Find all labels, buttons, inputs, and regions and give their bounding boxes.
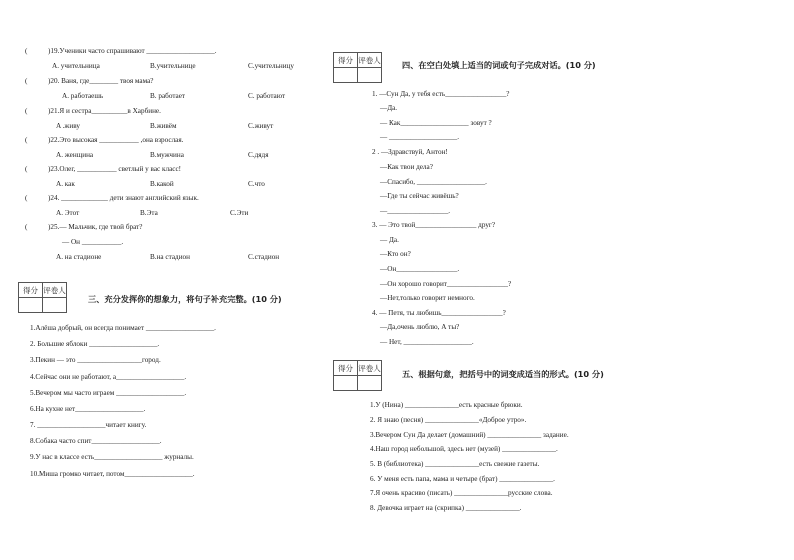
score-box [18, 282, 67, 313]
dialogue-line: —Он_________________. [380, 265, 460, 273]
question-20: )20. Ваня, где________ твоя мама? [48, 77, 154, 85]
score-cell [334, 68, 358, 83]
list-item: 1.У (Нина) _______________есть красные брюки. [370, 401, 523, 409]
option-a: A. Этот [56, 209, 80, 217]
list-item: 4.Наш город небольшой, здесь нет (музей) _______________. [370, 445, 558, 453]
list-item: 3.Пекин — это __________________город. [30, 356, 161, 364]
dialogue-line: —Спасибо, ___________________. [380, 178, 487, 186]
option-c: C.живут [248, 122, 274, 130]
score-box [333, 360, 382, 391]
grader-cell [43, 298, 67, 313]
dialogue-line: 2 . —Здравствуй, Антон! [372, 148, 448, 156]
list-item: 4.Сейчас они не работают, а___________________. [30, 373, 187, 381]
dialogue-line: —Кто он? [380, 250, 411, 258]
option-a: A .живу [56, 122, 80, 130]
dialogue-line: — ___________________. [380, 133, 460, 141]
list-item: 6.На кухне нет___________________. [30, 405, 146, 413]
option-a: A. на стадионе [56, 253, 102, 261]
option-c: C.учительницу [248, 62, 294, 70]
option-a: A. учительница [52, 62, 100, 70]
answer-paren: ( [25, 77, 28, 85]
list-item: 5.Вечером мы часто играем ___________________. [30, 389, 187, 397]
list-item: 6. У меня есть папа, мама и четыре (брат) _______________. [370, 475, 555, 483]
answer-paren: ( [25, 107, 28, 115]
list-item: 9.У нас в классе есть___________________ журналы. [30, 453, 194, 461]
score-label: 得分 [334, 53, 358, 68]
list-item: 10.Миша громко читает, потом___________________. [30, 470, 195, 478]
question-19: )19.Ученики часто спрашивают ___________________. [48, 47, 217, 55]
option-b: B.живём [150, 122, 177, 130]
answer-paren: ( [25, 194, 28, 202]
option-a: A. работаешь [62, 92, 104, 100]
list-item: 1.Алёша добрый, он всегда понимает ___________________. [30, 324, 216, 332]
question-25-reply: — Он ___________. [62, 238, 124, 246]
dialogue-line: —Где ты сейчас живёшь? [380, 192, 459, 200]
question-23: )23.Олег, ___________ светлый у вас класс! [48, 165, 182, 173]
option-c: C.Эти [230, 209, 249, 217]
question-22: )22.Это высокая ___________ ,она взрослая. [48, 136, 184, 144]
option-b: B.мужчина [150, 151, 184, 159]
list-item: 3.Вечером Сун Да делает (домашний) _______________ задание. [370, 431, 569, 439]
grader-label: 评卷人 [43, 283, 67, 298]
dialogue-line: 4. — Петя, ты любишь_________________? [372, 309, 506, 317]
score-label: 得分 [334, 361, 358, 376]
answer-paren: ( [25, 223, 28, 231]
list-item: 2. Я знаю (песня) _______________«Доброе утро». [370, 416, 527, 424]
option-b: B.на стадион [150, 253, 190, 261]
grader-label: 评卷人 [358, 361, 382, 376]
dialogue-line: 1. —Сун Да, у тебя есть_________________? [372, 90, 510, 98]
grader-cell [358, 68, 382, 83]
score-box [333, 52, 382, 83]
option-c: C.стадион [248, 253, 280, 261]
score-label: 得分 [19, 283, 43, 298]
grader-label: 评卷人 [358, 53, 382, 68]
score-cell [19, 298, 43, 313]
grader-cell [358, 376, 382, 391]
list-item: 8. Девочка играет на (скрипка) _______________. [370, 504, 522, 512]
dialogue-line: — Нет, ___________________. [380, 338, 474, 346]
option-c: C. работают [248, 92, 286, 100]
dialogue-line: —Он хорошо говорит_________________? [380, 280, 512, 288]
question-24: )24. _____________ дети знают английский язык. [48, 194, 199, 202]
list-item: 7. ___________________читает книгу. [30, 421, 147, 429]
list-item: 7.Я очень красиво (писать) _______________русские слова. [370, 489, 553, 497]
option-c: C.что [248, 180, 265, 188]
list-item: 8.Собака часто спит___________________. [30, 437, 162, 445]
dialogue-line: —_________________. [380, 207, 451, 215]
question-21: )21.Я и сестра__________в Харбине. [48, 107, 161, 115]
answer-paren: ( [25, 165, 28, 173]
dialogue-line: —Да,очень люблю, А ты? [380, 323, 460, 331]
dialogue-line: —Как твои дела? [380, 163, 433, 171]
question-25: )25.— Мальчик, где твой брат? [48, 223, 143, 231]
option-b: B.Эта [140, 209, 158, 217]
dialogue-line: 3. — Это твой_________________ друг? [372, 221, 496, 229]
dialogue-line: — Как___________________ зовут ? [380, 119, 492, 127]
option-b: B. работает [150, 92, 186, 100]
option-b: B.учительнице [150, 62, 196, 70]
list-item: 5. В (библиотека) _______________есть свежие газеты. [370, 460, 540, 468]
section-5-title: 五、根据句意，把括号中的词变成适当的形式。(10 分) [402, 369, 604, 379]
option-c: C.дядя [248, 151, 269, 159]
section-4-title: 四、在空白处填上适当的词或句子完成对话。(10 分) [402, 60, 596, 70]
dialogue-line: —Нет,только говорит немного. [380, 294, 475, 302]
answer-paren: ( [25, 47, 28, 55]
dialogue-line: — Да. [380, 236, 399, 244]
section-3-title: 三、充分发挥你的想象力，将句子补充完整。(10 分) [88, 294, 282, 304]
dialogue-line: —Да. [380, 104, 398, 112]
option-b: B.какой [150, 180, 174, 188]
option-a: A. женщина [56, 151, 94, 159]
list-item: 2. Большие яблоки ___________________. [30, 340, 160, 348]
answer-paren: ( [25, 136, 28, 144]
score-cell [334, 376, 358, 391]
option-a: A. как [56, 180, 75, 188]
